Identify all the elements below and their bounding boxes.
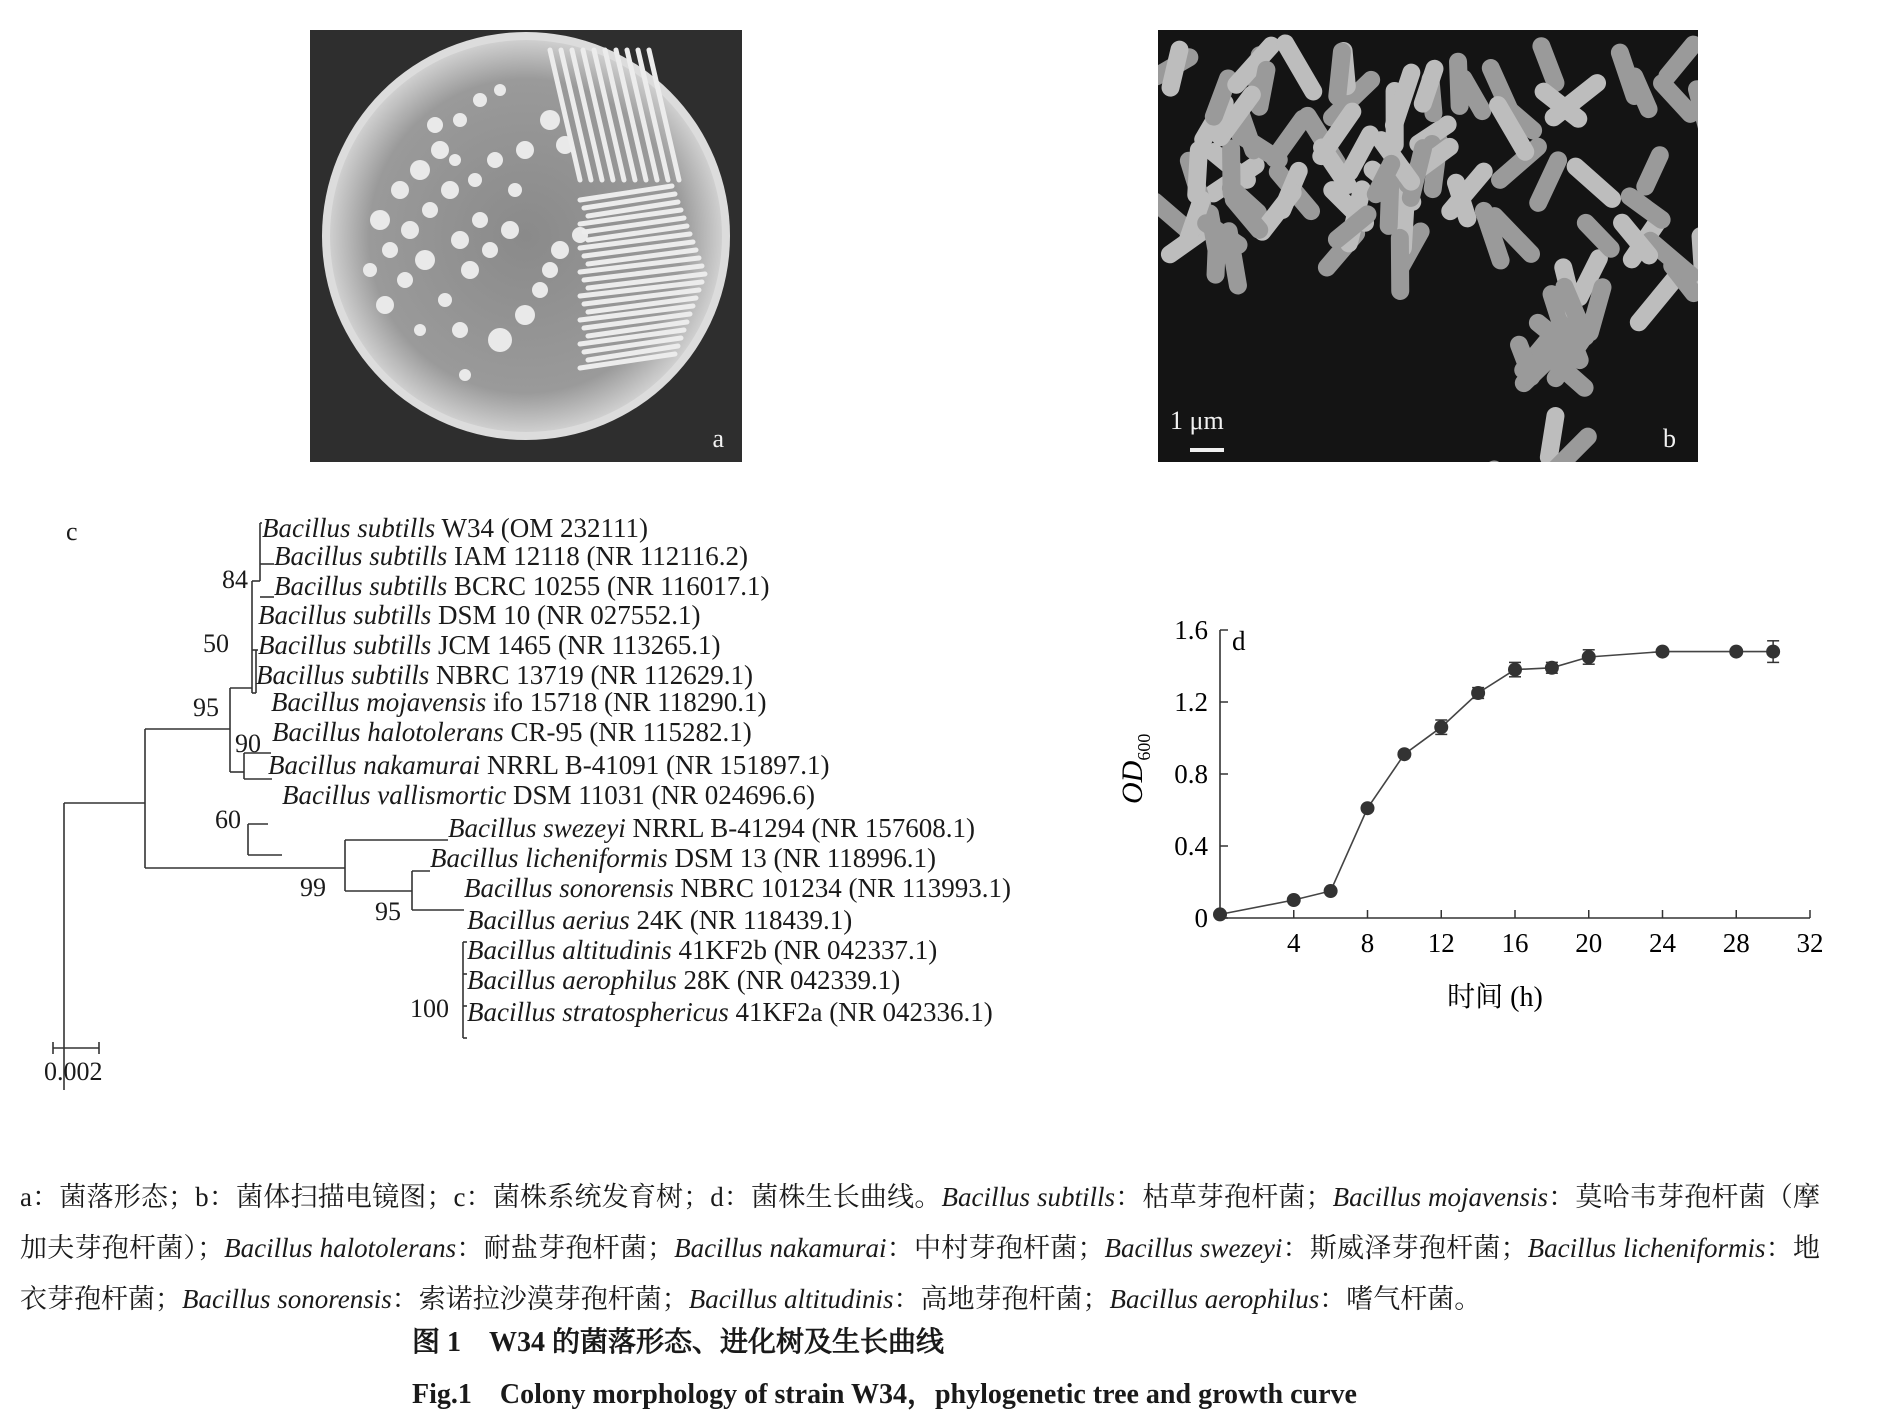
panel-b-sem-image (1158, 30, 1698, 462)
taxon-label: Bacillus vallismortic DSM 11031 (NR 024696.6) (282, 780, 815, 810)
colony (382, 242, 398, 258)
taxon-label: Bacillus sonorensis NBRC 101234 (NR 113993.1) (464, 873, 1012, 903)
taxon-label: Bacillus stratosphericus 41KF2a (NR 042336.1) (467, 997, 993, 1027)
taxon-label: Bacillus subtills IAM 12118 (NR 112116.2) (274, 541, 748, 571)
colony (551, 241, 569, 259)
x-tick-label: 16 (1501, 928, 1529, 958)
growth-curve-line (1220, 652, 1773, 915)
colony (453, 113, 467, 127)
colony (508, 183, 522, 197)
y-tick-label: 1.6 (1174, 615, 1208, 645)
x-tick-label: 32 (1796, 928, 1824, 958)
data-point (1287, 893, 1301, 907)
colony (488, 328, 512, 352)
bacterium-rod (1187, 140, 1209, 204)
sem-bacteria-illustration (1158, 30, 1698, 462)
data-point (1324, 884, 1338, 898)
colony (401, 221, 419, 239)
bootstrap-value: 100 (410, 994, 449, 1023)
x-tick-label: 4 (1287, 928, 1301, 958)
data-point (1729, 645, 1743, 659)
caption-text: a：菌落形态；b：菌体扫描电镜图；c：菌株系统发育树；d：菌株生长曲线。 (20, 1182, 942, 1212)
bootstrap-value: 95 (193, 693, 219, 722)
bootstrap-value: 60 (215, 805, 241, 834)
colony (542, 262, 558, 278)
colony (391, 181, 409, 199)
taxon-label: Bacillus altitudinis 41KF2b (NR 042337.1) (467, 935, 938, 965)
taxon-label: Bacillus subtills DSM 10 (NR 027552.1) (258, 600, 701, 630)
colony (415, 250, 435, 270)
panel-c-letter: c (66, 517, 78, 546)
taxon-label: Bacillus aerophilus 28K (NR 042339.1) (467, 965, 901, 995)
panel-c-phylogenetic-tree (0, 490, 1120, 1090)
figure-title-cn: 图 1 W34 的菌落形态、进化树及生长曲线 (412, 1327, 945, 1358)
caption-text: ：枯草芽孢杆菌； (1115, 1182, 1333, 1212)
panel-a-colony-photo (310, 30, 742, 462)
colony (449, 154, 461, 166)
species-name: Bacillus altitudinis (688, 1284, 894, 1314)
colony (487, 152, 503, 168)
colony (473, 93, 487, 107)
panel-b-letter: b (1663, 424, 1676, 453)
data-point (1397, 747, 1411, 761)
taxon-label: Bacillus subtills BCRC 10255 (NR 116017.1) (274, 571, 770, 601)
y-tick-label: 0.8 (1174, 759, 1208, 789)
colony (516, 141, 534, 159)
colony (363, 263, 377, 277)
x-tick-label: 8 (1360, 928, 1375, 958)
caption-text: ：地衣芽孢杆菌； (20, 1233, 1821, 1314)
bacterium-rod (1449, 52, 1469, 115)
taxon-label: Bacillus halotolerans CR-95 (NR 115282.1) (272, 717, 752, 747)
x-tick-label: 20 (1575, 928, 1603, 958)
colony (451, 231, 469, 249)
bootstrap-value: 50 (203, 629, 229, 658)
data-point (1361, 801, 1375, 815)
data-point (1508, 663, 1522, 677)
y-axis-title (1116, 734, 1154, 804)
colony (532, 282, 548, 298)
colony (472, 212, 488, 228)
data-point (1471, 686, 1485, 700)
bacterium-rod (1206, 223, 1226, 284)
data-point (1582, 650, 1596, 664)
species-name: Bacillus licheniformis (1527, 1233, 1766, 1263)
growth-curve-chart (1100, 560, 1860, 1020)
sem-scale-bar (1190, 448, 1224, 452)
colony (427, 117, 443, 133)
data-point (1656, 645, 1670, 659)
x-tick-label: 28 (1722, 928, 1750, 958)
caption-text: ：耐盐芽孢杆菌； (456, 1233, 675, 1263)
colony (468, 173, 482, 187)
species-name: Bacillus aerophilus (1109, 1284, 1320, 1314)
y-axis-title-subscript: 600 (1134, 733, 1154, 761)
colony (410, 160, 430, 180)
sem-scale-label: 1 μm (1170, 406, 1224, 435)
colony (459, 369, 471, 381)
caption-text: ：莫哈韦芽孢杆菌（摩加夫芽孢杆菌）； (20, 1182, 1821, 1263)
colony (441, 181, 459, 199)
caption-text: ：索诺拉沙漠芽孢杆菌； (391, 1284, 689, 1314)
species-name: Bacillus halotolerans (224, 1233, 457, 1263)
colony (461, 261, 479, 279)
taxon-label: Bacillus mojavensis ifo 15718 (NR 118290.1) (271, 687, 767, 717)
caption-text: ：斯威泽芽孢杆菌； (1282, 1233, 1528, 1263)
x-axis-title: 时间 (h) (1447, 982, 1543, 1013)
colony (376, 296, 394, 314)
figure-caption-body (20, 1172, 1820, 1325)
species-name: Bacillus nakamurai (674, 1233, 887, 1263)
tree-scale-label: 0.002 (44, 1057, 103, 1086)
caption-text: ：嗜气杆菌。 (1319, 1284, 1482, 1314)
data-point (1766, 645, 1780, 659)
colony (501, 221, 519, 239)
species-name: Bacillus mojavensis (1332, 1182, 1549, 1212)
x-tick-label: 12 (1427, 928, 1455, 958)
figure-title-en: Fig.1 Colony morphology of strain W34，phylogenetic tree and growth curve (412, 1379, 1357, 1410)
data-point (1434, 720, 1448, 734)
y-tick-label: 1.2 (1174, 687, 1208, 717)
taxon-label: Bacillus licheniformis DSM 13 (NR 118996.1) (430, 843, 936, 873)
colony (482, 242, 498, 258)
species-name: Bacillus swezeyi (1104, 1233, 1283, 1263)
bacterium-rod (1391, 229, 1410, 300)
y-axis-title-main: OD (1116, 760, 1149, 804)
caption-text: ：高地芽孢杆菌； (893, 1284, 1110, 1314)
petri-dish-illustration (310, 30, 742, 462)
taxon-label: Bacillus nakamurai NRRL B-41091 (NR 151897.1) (268, 750, 830, 780)
data-point (1545, 661, 1559, 675)
colony (414, 324, 426, 336)
colony (370, 210, 390, 230)
taxon-label: Bacillus subtills JCM 1465 (NR 113265.1) (258, 630, 721, 660)
bootstrap-value: 95 (375, 897, 401, 926)
x-tick-label: 24 (1649, 928, 1676, 958)
panel-d-growth-curve (1100, 560, 1860, 1020)
data-point (1213, 907, 1227, 921)
colony (397, 272, 413, 288)
panel-d-letter: d (1232, 626, 1246, 656)
y-tick-label: 0 (1194, 903, 1208, 933)
bootstrap-value: 90 (235, 729, 261, 758)
taxon-label: Bacillus swezeyi NRRL B-41294 (NR 157608.1) (448, 813, 975, 843)
bootstrap-value: 84 (222, 565, 248, 594)
colony (431, 141, 449, 159)
colony (422, 202, 438, 218)
y-tick-label: 0.4 (1174, 831, 1208, 861)
colony (452, 322, 468, 338)
taxon-label: Bacillus aerius 24K (NR 118439.1) (467, 905, 853, 935)
colony (540, 110, 560, 130)
colony (494, 84, 506, 96)
bootstrap-value: 99 (300, 873, 326, 902)
taxon-label: Bacillus subtills NBRC 13719 (NR 112629.1) (256, 660, 754, 690)
species-name: Bacillus subtills (941, 1182, 1115, 1212)
colony (515, 305, 535, 325)
species-name: Bacillus sonorensis (182, 1284, 392, 1314)
caption-text: ：中村芽孢杆菌； (886, 1233, 1105, 1263)
taxon-label: Bacillus subtills W34 (OM 232111) (262, 513, 648, 543)
colony (438, 293, 452, 307)
panel-a-letter: a (712, 424, 724, 453)
